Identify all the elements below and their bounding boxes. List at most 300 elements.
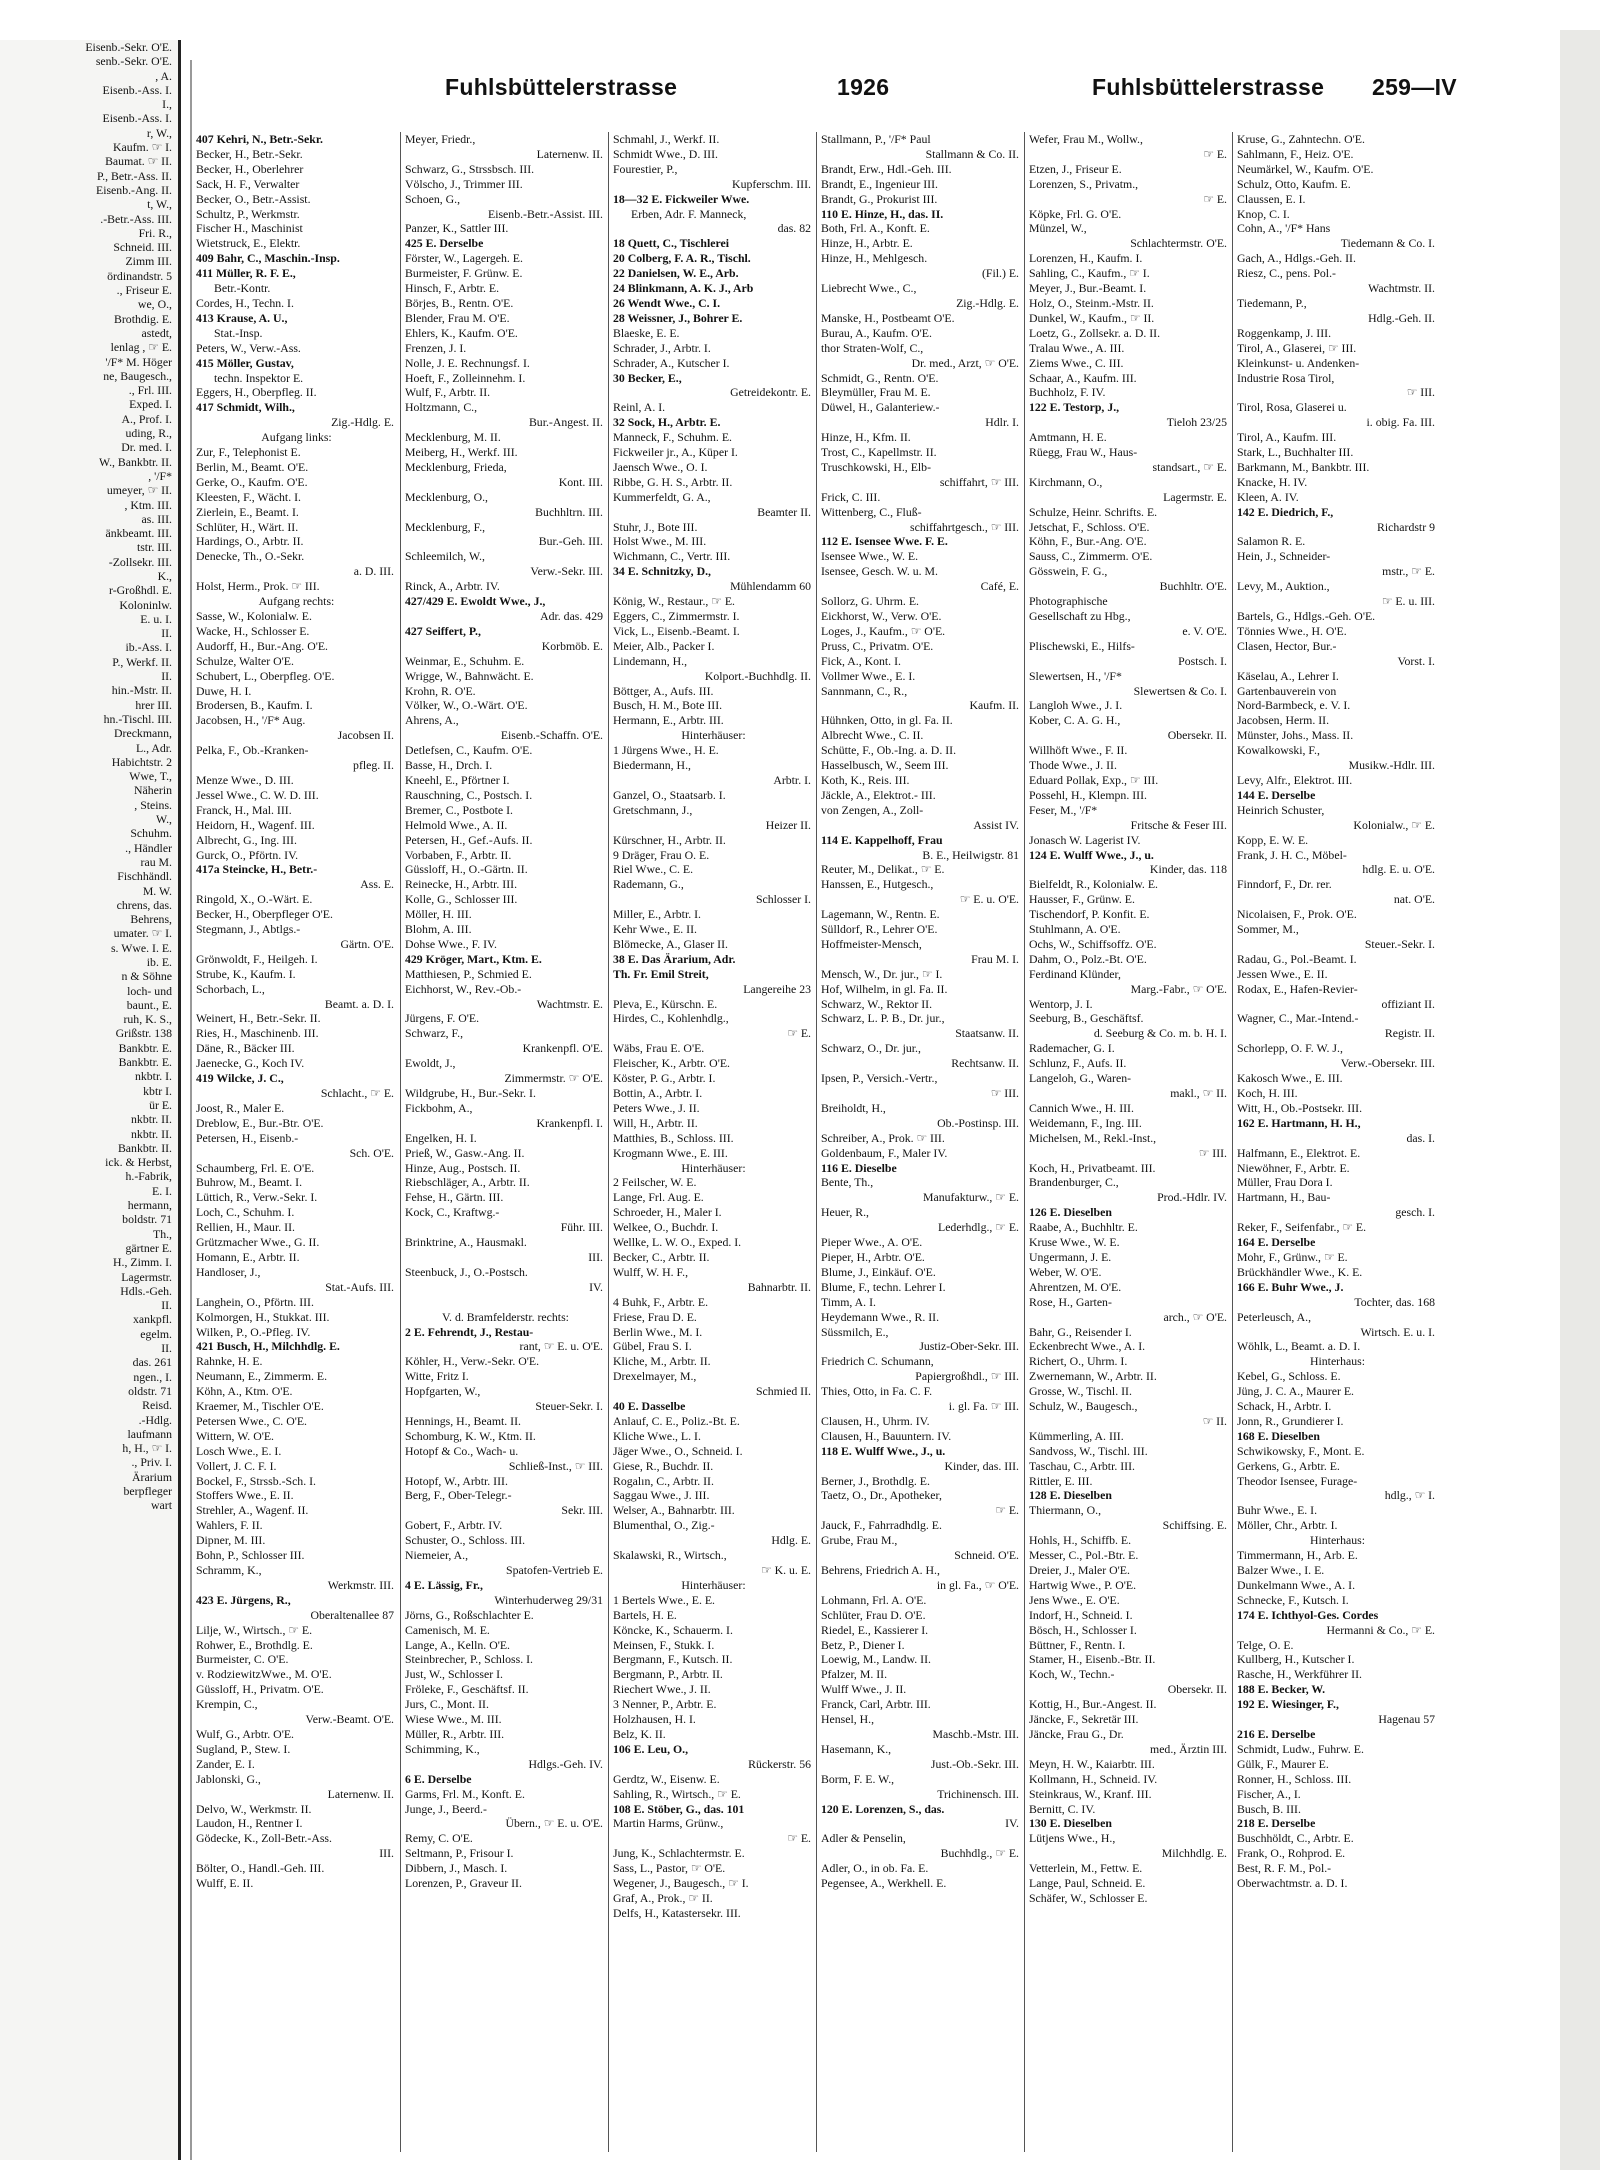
resident-entry: Köster, P. G., Arbtr. I.	[613, 1071, 716, 1086]
resident-entry: Jürgens, F. O'E.	[405, 1011, 480, 1026]
resident-entry: offiziant II.	[1381, 996, 1435, 1011]
resident-entry: Beamt. a. D. I.	[324, 996, 394, 1011]
resident-entry: Schrader, J., Arbtr. I.	[613, 340, 711, 355]
resident-entry: Wulff, W. H. F.,	[613, 1264, 689, 1279]
resident-entry: Claussen, E. I.	[1237, 191, 1306, 206]
resident-entry: Betr.-Kontr.	[214, 281, 271, 296]
resident-entry: Krempin, C.,	[196, 1697, 258, 1712]
resident-entry: Frank, J. H. C., Möbel-	[1237, 847, 1347, 862]
resident-entry: Sommer, M.,	[1237, 922, 1299, 937]
resident-entry: Jäncke, Frau G., Dr.	[1029, 1726, 1124, 1741]
house-number-entry: 28 Weissner, J., Bohrer E.	[613, 310, 743, 325]
resident-entry: Kehr Wwe., E. II.	[613, 922, 697, 937]
resident-entry: III.	[588, 1249, 603, 1264]
resident-entry: Jäncke, F., Sekretär III.	[1029, 1712, 1139, 1727]
resident-entry: Rüegg, Frau W., Haus-	[1029, 445, 1138, 460]
resident-entry: Pleva, E., Kürschn. E.	[613, 996, 718, 1011]
resident-entry: Gurck, O., Pförtn. IV.	[196, 847, 299, 862]
resident-entry: Erben, Adr. F. Manneck,	[631, 206, 747, 221]
resident-entry: Detlefsen, C., Kaufm. O'E.	[405, 743, 533, 758]
resident-entry: III.	[379, 1846, 394, 1861]
resident-entry: Prieß, W., Gasw.-Ang. II.	[405, 1145, 525, 1160]
resident-entry: Ferdinand Klünder,	[1029, 966, 1121, 981]
resident-entry: Schulze, Walter O'E.	[196, 653, 294, 668]
resident-entry: Bahnarbtr. II.	[747, 1279, 811, 1294]
resident-entry: Becker, O., Betr.-Assist.	[196, 191, 311, 206]
resident-entry: Eckenbrecht Wwe., A. I.	[1029, 1339, 1146, 1354]
resident-entry: Schaar, A., Kaufm. III.	[1029, 370, 1137, 385]
house-number-entry: 116 E. Dieselbe	[821, 1160, 897, 1175]
resident-entry: Rasche, H., Werkführer II.	[1237, 1667, 1362, 1682]
house-number-entry: 413 Krause, A. U.,	[196, 310, 288, 325]
resident-entry: Dunkel, W., Kaufm., ☞ II.	[1029, 310, 1155, 325]
resident-entry: Schäfer, W., Schlosser E.	[1029, 1890, 1148, 1905]
resident-entry: Denecke, Th., O.-Sekr.	[196, 549, 305, 564]
resident-entry: Kober, C. A. G. H.,	[1029, 713, 1121, 728]
resident-entry: Petersen Wwe., C. O'E.	[196, 1413, 308, 1428]
resident-entry: Wietstruck, E., Elektr.	[196, 236, 301, 251]
previous-page-line: .-Hdlg.	[138, 1412, 172, 1427]
resident-entry: Franck, Carl, Arbtr. III.	[821, 1697, 931, 1712]
resident-entry: Timmermann, H., Arb. E.	[1237, 1548, 1358, 1563]
house-number-entry: 130 E. Dieselben	[1029, 1816, 1112, 1831]
resident-entry: Schlacht., ☞ E.	[320, 1086, 394, 1100]
resident-entry: Kraemer, M., Tischler O'E.	[196, 1399, 324, 1414]
resident-entry: Welser, A., Bahnarbtr. III.	[613, 1503, 735, 1518]
previous-page-line: Fri. R.,	[138, 225, 172, 240]
resident-entry: 1 Jürgens Wwe., H. E.	[613, 743, 719, 758]
previous-page-line: II.	[161, 1298, 172, 1313]
resident-entry: Sugland, P., Stew. I.	[196, 1741, 291, 1756]
resident-entry: Frenzen, J. I.	[405, 340, 467, 355]
resident-entry: Meyer, Friedr.,	[405, 132, 476, 146]
resident-entry: Grosse, W., Tischl. II.	[1029, 1384, 1132, 1399]
resident-entry: Berner, J., Brothdlg. E.	[821, 1473, 930, 1488]
resident-entry: Jauck, F., Fahrradhdlg. E.	[821, 1518, 942, 1533]
resident-entry: Mohr, F., Grünw., ☞ E.	[1237, 1249, 1348, 1264]
resident-entry: Blume, F., techn. Lehrer I.	[821, 1279, 946, 1294]
house-number-entry: 162 E. Hartmann, H. H.,	[1237, 1115, 1361, 1130]
resident-entry: Strube, K., Kaufm. I.	[196, 966, 296, 981]
resident-entry: Peterleusch, A.,	[1237, 1309, 1312, 1324]
resident-entry: 9 Dräger, Frau O. E.	[613, 847, 710, 862]
resident-entry: Riesz, C., pens. Pol.-	[1237, 266, 1336, 281]
resident-entry: Vetterlein, M., Fettw. E.	[1029, 1861, 1143, 1876]
previous-page-line: II.	[161, 626, 172, 641]
resident-entry: d. Seeburg & Co. m. b. H. I.	[1093, 1026, 1227, 1041]
resident-entry: 1 Bertels Wwe., E. E.	[613, 1592, 715, 1607]
previous-page-line: Exped. I.	[129, 397, 172, 412]
resident-entry: Ahrentzen, M. O'E.	[1029, 1279, 1122, 1294]
resident-entry: Bur.-Geh. III.	[538, 534, 603, 549]
resident-entry: Dreblow, E., Bur.-Btr. O'E.	[196, 1115, 324, 1130]
resident-entry: Hartmann, H., Bau-	[1237, 1190, 1331, 1205]
resident-entry: Cohn, A., '/F* Hans	[1237, 221, 1331, 236]
house-number-entry: 429 Kröger, Mart., Ktm. E.	[405, 951, 542, 966]
previous-page-line: ngen., I.	[133, 1369, 172, 1384]
resident-entry: Gretschmann, J.,	[613, 802, 693, 817]
resident-entry: Wirtsch. E. u. I.	[1360, 1324, 1435, 1339]
resident-entry: das. 82	[777, 221, 811, 236]
resident-entry: Ries, H., Maschinenb. III.	[196, 1026, 319, 1041]
resident-entry: Jacobsen, Herm. II.	[1237, 713, 1330, 728]
resident-entry: Ganzel, O., Staatsarb. I.	[613, 787, 726, 802]
resident-entry: Berlin, M., Beamt. O'E.	[196, 459, 309, 474]
resident-entry: Bartels, G., Hdlgs.-Geh. O'E.	[1237, 609, 1376, 623]
resident-entry: Gobert, F., Arbtr. IV.	[405, 1518, 503, 1533]
previous-page-line: ür E.	[149, 1097, 172, 1112]
resident-entry: Fröleke, F., Geschäftsf. II.	[405, 1682, 529, 1697]
house-number-entry: 18 Quett, C., Tischlerei	[613, 236, 729, 251]
resident-entry: Becker, H., Oberlehrer	[196, 161, 304, 176]
previous-page-line: das. 261	[132, 1355, 172, 1370]
previous-page-line: , Ktm. III.	[124, 497, 172, 512]
resident-entry: Etzen, J., Friseur E.	[1029, 161, 1122, 176]
resident-entry: ☞ E. u. III.	[1381, 594, 1435, 609]
previous-page-line: ib.-Ass. I.	[125, 640, 172, 655]
resident-entry: Müller, R., Arbtr. III.	[405, 1726, 505, 1741]
house-number-entry: 166 E. Buhr Wwe., J.	[1237, 1279, 1344, 1294]
resident-entry: Berg, F., Ober-Telegr.-	[405, 1488, 512, 1503]
resident-entry: Bahr, G., Reisender I.	[1029, 1324, 1132, 1339]
house-number-entry: 110 E. Hinze, H., das. II.	[821, 206, 944, 221]
previous-page-line: boldstr. 71	[122, 1212, 172, 1227]
resident-entry: Albrecht Wwe., C. II.	[821, 728, 924, 743]
resident-entry: Eggers, H., Oberpfleg. II.	[196, 385, 317, 400]
resident-entry: ☞ E.	[787, 1026, 811, 1041]
previous-page-line: lenlag , ☞ E.	[110, 340, 172, 355]
resident-entry: Peters, W., Verw.-Ass.	[196, 340, 301, 355]
previous-page-line: r, W.,	[146, 125, 172, 140]
resident-entry: ☞ III.	[1198, 1145, 1227, 1160]
resident-entry: Dunkelmann Wwe., A. I.	[1237, 1577, 1356, 1592]
section-heading: Hinterhäuser:	[681, 1160, 746, 1175]
resident-entry: Bergmann, F., Kutsch. II.	[613, 1652, 733, 1667]
resident-entry: Miller, E., Arbtr. I.	[613, 907, 701, 922]
resident-entry: techn. Inspektor E.	[214, 370, 304, 385]
resident-entry: Just, W., Schlosser I.	[405, 1667, 503, 1682]
resident-entry: Bente, Th.,	[821, 1175, 874, 1190]
resident-entry: Blömecke, A., Glaser II.	[613, 936, 728, 951]
resident-entry: Hartwig Wwe., P. O'E.	[1029, 1577, 1137, 1592]
previous-page-line: Hdls.-Geh.	[120, 1283, 172, 1298]
previous-page-line: Schuhm.	[130, 826, 172, 841]
previous-page-line: -Zollsekr. III.	[108, 554, 172, 569]
house-number-entry: 32 Sock, H., Arbtr. E.	[613, 415, 721, 430]
resident-entry: Loch, C., Schuhm. I.	[196, 1205, 295, 1220]
resident-entry: Friese, Frau D. E.	[613, 1309, 697, 1324]
house-number-entry: 427 Seiffert, P.,	[405, 623, 481, 638]
previous-page-line: egelm.	[140, 1326, 172, 1341]
resident-entry: Hasemann, K.,	[821, 1741, 892, 1756]
house-number-entry: 419 Wilcke, J. C.,	[196, 1071, 284, 1086]
resident-entry: Jacobsen II.	[337, 728, 394, 743]
resident-entry: Busch, B. III.	[1237, 1801, 1301, 1816]
resident-entry: Zig.-Hdlg. E.	[956, 295, 1019, 310]
resident-entry: Bartels, H. E.	[613, 1607, 677, 1622]
resident-entry: Milchhdlg. E.	[1161, 1846, 1227, 1861]
previous-page-line: kbtr I.	[143, 1083, 172, 1098]
resident-entry: Weber, W. O'E.	[1029, 1264, 1102, 1279]
resident-entry: Buchholz, F. IV.	[1029, 385, 1106, 400]
previous-page-line: s. Wwe. I. E.	[110, 940, 172, 955]
resident-entry: Bölter, O., Handl.-Geh. III.	[196, 1861, 325, 1876]
resident-entry: Vorbaben, F., Arbtr. II.	[405, 847, 512, 862]
resident-entry: Burau, A., Kaufm. O'E.	[821, 325, 932, 340]
resident-entry: Schulze, Heinr. Schrifts. E.	[1029, 504, 1158, 519]
resident-entry: Rauschning, C., Postsch. I.	[405, 787, 533, 802]
resident-entry: Sannmann, C., R.,	[821, 683, 908, 698]
resident-entry: Levy, Alfr., Elektrot. III.	[1237, 772, 1353, 787]
resident-entry: Schuster, O., Schloss. III.	[405, 1533, 526, 1548]
resident-entry: Hotopf, W., Arbtr. III.	[405, 1473, 508, 1488]
resident-entry: Laternenw. II.	[327, 1786, 394, 1801]
previous-page-line: loch- und	[127, 983, 172, 998]
resident-entry: Best, R. F. M., Pol.-	[1237, 1861, 1332, 1876]
resident-entry: Homann, E., Arbtr. II.	[196, 1249, 300, 1264]
resident-entry: Zimmermstr. ☞ O'E.	[504, 1071, 603, 1086]
resident-entry: Weidemann, F., Ing. III.	[1029, 1115, 1142, 1130]
house-number-entry: 142 E. Diedrich, F.,	[1237, 504, 1334, 519]
resident-entry: Welkee, O., Buchdr. I.	[613, 1220, 719, 1235]
resident-entry: Spatofen-Vertrieb E.	[506, 1563, 603, 1577]
resident-entry: Junge, J., Beerd.-	[405, 1801, 487, 1816]
resident-entry: Lorenzen, S., Privatm.,	[1029, 176, 1139, 191]
resident-entry: Truschkowski, H., Elb-	[821, 459, 932, 474]
resident-entry: Lilje, W., Wirtsch., ☞ E.	[196, 1622, 313, 1637]
resident-entry: Kummerfeldt, G. A.,	[613, 489, 711, 504]
previous-page-line: Habichtstr. 2	[111, 754, 172, 769]
resident-entry: Dr. med., Arzt, ☞ O'E.	[911, 355, 1019, 370]
resident-entry: Bremer, C., Postbote I.	[405, 802, 513, 817]
house-number-entry: 112 E. Isensee Wwe. F. E.	[821, 534, 948, 549]
resident-entry: Rodax, E., Hafen-Revier-	[1237, 981, 1358, 996]
resident-entry: Ribbe, G. H. S., Arbtr. II.	[613, 474, 733, 489]
resident-entry: Becker, H., Betr.-Sekr.	[196, 146, 303, 161]
resident-entry: Tochter, das. 168	[1354, 1294, 1435, 1309]
resident-entry: Langereihe 23	[743, 981, 811, 996]
column-6	[1232, 132, 1441, 2152]
resident-entry: Hanssen, E., Hutgesch.,	[821, 877, 934, 892]
house-number-entry: 128 E. Dieselben	[1029, 1488, 1112, 1503]
resident-entry: Stoffers Wwe., E. II.	[196, 1488, 294, 1503]
resident-entry: Schwikowsky, F., Mont. E.	[1237, 1443, 1365, 1458]
resident-entry: Amtmann, H. E.	[1029, 430, 1107, 445]
resident-entry: Pieper Wwe., A. O'E.	[821, 1235, 923, 1250]
resident-entry: Schramm, K.,	[196, 1563, 262, 1577]
resident-entry: Blumenthal, O., Zig.-	[613, 1518, 715, 1533]
resident-entry: Schlüter, H., Wärt. II.	[196, 519, 299, 534]
resident-entry: Grube, Frau M.,	[821, 1533, 898, 1548]
resident-entry: Sahling, R., Wirtsch., ☞ E.	[613, 1786, 741, 1801]
house-number-entry: 417 Schmidt, Wilh.,	[196, 400, 295, 415]
house-number-entry: 26 Wendt Wwe., C. I.	[613, 295, 721, 310]
resident-entry: ☞ E.	[787, 1831, 811, 1846]
house-number-entry: 188 E. Becker, W.	[1237, 1682, 1326, 1697]
resident-entry: hdlg., ☞ I.	[1384, 1488, 1435, 1503]
resident-entry: Wrigge, W., Bahnwächt. E.	[405, 668, 534, 683]
resident-entry: Börjes, B., Rentn. O'E.	[405, 295, 514, 310]
resident-entry: Hirdes, C., Kohlenhdlg.,	[613, 1011, 729, 1026]
resident-entry: Kock, C., Kraftwg.-	[405, 1205, 500, 1220]
resident-entry: Grützmacher Wwe., G. II.	[196, 1235, 320, 1250]
resident-entry: Gerke, O., Kaufm. O'E.	[196, 474, 308, 489]
resident-entry: Justiz-Ober-Sekr. III.	[919, 1339, 1019, 1354]
resident-entry: ☞ E. u. O'E.	[959, 892, 1019, 907]
resident-entry: Verw.-Beamt. O'E.	[305, 1712, 394, 1727]
resident-entry: Hennings, H., Beamt. II.	[405, 1413, 521, 1428]
resident-entry: Matthies, B., Schloss. III.	[613, 1130, 734, 1145]
house-number-entry: 421 Busch, H., Milchhdlg. E.	[196, 1339, 340, 1354]
resident-entry: Langhein, O., Pförtn. III.	[196, 1294, 314, 1309]
resident-entry: Münzel, W.,	[1029, 221, 1087, 236]
resident-entry: Frau M. I.	[971, 951, 1019, 966]
resident-entry: Trost, C., Kapellmstr. II.	[821, 445, 937, 460]
resident-entry: Kullberg, H., Kutscher I.	[1237, 1652, 1355, 1667]
resident-entry: Schmahl, J., Werkf. II.	[613, 132, 720, 146]
resident-entry: Schmidt Wwe., D. III.	[613, 146, 718, 161]
resident-entry: Schleemilch, W.,	[405, 549, 485, 564]
resident-entry: Güssloff, H., Privatm. O'E.	[196, 1682, 324, 1697]
resident-entry: Ringold, X., O.-Wärt. E.	[196, 892, 313, 907]
house-number-entry: 144 E. Derselbe	[1237, 787, 1316, 802]
resident-entry: Kinder, das. 118	[1149, 862, 1227, 877]
resident-entry: ☞ III.	[990, 1086, 1019, 1100]
previous-page-line: Bankbtr. E.	[118, 1055, 172, 1070]
resident-entry: Kollmann, H., Schneid. IV.	[1029, 1771, 1158, 1786]
previous-page-line: E. u. I.	[140, 611, 172, 626]
resident-entry: Jäckle, A., Elektrot.- III.	[821, 787, 936, 802]
resident-entry: Blaeske, E. E.	[613, 325, 680, 340]
resident-entry: Bernitt, C. IV.	[1029, 1801, 1096, 1816]
resident-entry: Gösswein, F. G.,	[1029, 564, 1108, 579]
resident-entry: Rademacher, G. I.	[1029, 1041, 1115, 1056]
resident-entry: schiffahrt, ☞ III.	[939, 474, 1019, 489]
page-edge	[1560, 30, 1600, 2170]
resident-entry: Koth, K., Reis. III.	[821, 772, 910, 787]
resident-entry: Neumann, E., Zimmerm. E.	[196, 1369, 328, 1384]
resident-entry: Riebschläger, A., Arbtr. II.	[405, 1175, 530, 1190]
previous-page-line: II.	[161, 669, 172, 684]
resident-entry: Rose, H., Garten-	[1029, 1294, 1112, 1309]
resident-entry: Jessen Wwe., E. II.	[1237, 966, 1328, 981]
resident-entry: Schreiber, A., Prok. ☞ III.	[821, 1130, 945, 1145]
resident-entry: Wulf, F., Arbtr. II.	[405, 385, 491, 400]
resident-entry: Eggers, C., Zimmermstr. I.	[613, 609, 740, 623]
resident-entry: Kneehl, E., Pförtner I.	[405, 772, 510, 787]
resident-entry: Oberaltenallee 87	[310, 1607, 394, 1622]
resident-entry: Burmeister, C. O'E.	[196, 1652, 289, 1667]
section-heading: Hinterhaus:	[1309, 1354, 1366, 1369]
resident-entry: Wöhlk, L., Beamt. a. D. I.	[1237, 1339, 1361, 1354]
resident-entry: Wittern, W. O'E.	[196, 1428, 274, 1443]
previous-page-line: hrer III.	[135, 697, 172, 712]
resident-entry: das. I.	[1406, 1130, 1435, 1145]
resident-entry: Holst Wwe., M. III.	[613, 534, 707, 549]
resident-entry: Riedel, E., Kassierer I.	[821, 1622, 929, 1637]
resident-entry: Fickbohm, A.,	[405, 1100, 473, 1115]
resident-entry: Hensel, H.,	[821, 1712, 875, 1727]
resident-entry: Slewertsen & Co. I.	[1133, 683, 1227, 698]
resident-entry: Möller, H. III.	[405, 907, 472, 922]
resident-entry: Heydemann Wwe., R. II.	[821, 1309, 940, 1324]
resident-entry: Gesellschaft zu Hbg.,	[1029, 609, 1131, 623]
resident-entry: Knacke, H. IV.	[1237, 474, 1308, 489]
resident-entry: Café, E.	[980, 579, 1019, 594]
resident-entry: Cannich Wwe., H. III.	[1029, 1100, 1134, 1115]
resident-entry: Sack, H. F., Verwalter	[196, 176, 300, 191]
resident-entry: Vick, L., Eisenb.-Beamt. I.	[613, 623, 740, 638]
resident-entry: Schubert, L., Oberpfleg. O'E.	[196, 668, 335, 683]
previous-page-line: baunt., E.	[126, 997, 172, 1012]
resident-entry: Petersen, H., Gef.-Aufs. II.	[405, 832, 533, 847]
resident-entry: Rittler, E. III.	[1029, 1473, 1093, 1488]
resident-entry: Hasselbusch, W., Seem III.	[821, 758, 949, 773]
resident-entry: Slewertsen, H., '/F*	[1029, 668, 1122, 683]
resident-entry: Langeloh, G., Waren-	[1029, 1071, 1132, 1086]
previous-page-line: hermann,	[127, 1198, 172, 1213]
resident-entry: Nord-Barmbeck, e. V. I.	[1237, 698, 1351, 713]
resident-entry: Bohn, P., Schlosser III.	[196, 1548, 305, 1563]
resident-entry: Schwarz, G., Strssbsch. III.	[405, 161, 535, 176]
previous-page-line: we, O.,	[137, 297, 172, 312]
resident-entry: Sülldorf, R., Lehrer O'E.	[821, 922, 938, 937]
previous-page-line: ick. & Herbst,	[105, 1155, 172, 1170]
resident-entry: Hühnken, Otto, in gl. Fa. II.	[821, 713, 953, 728]
resident-entry: Beamter II.	[757, 504, 811, 519]
resident-entry: Mensch, W., Dr. jur., ☞ I.	[821, 966, 943, 981]
resident-entry: Manufakturw., ☞ E.	[923, 1190, 1019, 1205]
section-heading: Hinterhaus:	[1309, 1533, 1366, 1548]
resident-entry: Ziems Wwe., C. III.	[1029, 355, 1124, 370]
house-number-entry: 124 E. Wulff Wwe., J., u.	[1029, 847, 1154, 862]
resident-entry: Postsch. I.	[1178, 653, 1227, 668]
resident-entry: Fick, A., Kont. I.	[821, 653, 901, 668]
resident-entry: Stat.-Aufs. III.	[325, 1279, 394, 1294]
resident-entry: Witt, H., Ob.-Postsekr. III.	[1237, 1100, 1363, 1115]
resident-entry: pfleg. II.	[353, 758, 394, 773]
resident-entry: Franck, H., Mal. III.	[196, 802, 292, 817]
previous-page-line: t, W.,	[147, 197, 172, 212]
resident-entry: Wacke, H., Schlosser E.	[196, 623, 310, 638]
resident-entry: Hermann, E., Arbtr. III.	[613, 713, 724, 728]
resident-entry: Marg.-Fabr., ☞ O'E.	[1130, 981, 1227, 996]
resident-entry: Theodor Isensee, Furage-	[1237, 1473, 1358, 1488]
resident-entry: Losch Wwe., E. I.	[196, 1443, 282, 1458]
resident-entry: Kleesten, F., Wächt. I.	[196, 489, 301, 504]
resident-entry: Lange, A., Kelln. O'E.	[405, 1637, 510, 1652]
resident-entry: Wulff Wwe., J. II.	[821, 1682, 907, 1697]
resident-entry: Meyn, H. W., Kaiarbtr. III.	[1029, 1756, 1155, 1771]
resident-entry: Delfs, H., Katastersekr. III.	[613, 1905, 741, 1920]
house-number-entry: 218 E. Derselbe	[1237, 1816, 1316, 1831]
resident-entry: Radau, G., Pol.-Beamt. I.	[1237, 951, 1357, 966]
resident-entry: Verw.-Obersekr. III.	[1340, 1056, 1435, 1071]
resident-entry: in gl. Fa., ☞ O'E.	[936, 1577, 1019, 1592]
house-number-entry: 425 E. Derselbe	[405, 236, 484, 251]
previous-page-line: Eisenb.-Ang. II.	[95, 182, 172, 197]
resident-entry: Tirol, A., Kaufm. III.	[1237, 430, 1337, 445]
resident-entry: Camenisch, M. E.	[405, 1622, 490, 1637]
previous-page-line: Reisd.	[142, 1398, 172, 1413]
previous-page-line: änkbeamt. III.	[105, 526, 172, 541]
resident-entry: Lederhdlg., ☞ E.	[937, 1220, 1019, 1235]
previous-page-line: h, H., ☞ I.	[122, 1441, 172, 1456]
resident-entry: Duwe, H. I.	[196, 683, 252, 698]
resident-entry: Papiergroßhdl., ☞ III.	[915, 1369, 1019, 1384]
resident-entry: IV.	[589, 1279, 603, 1294]
resident-entry: Hermanni & Co., ☞ E.	[1326, 1622, 1435, 1637]
